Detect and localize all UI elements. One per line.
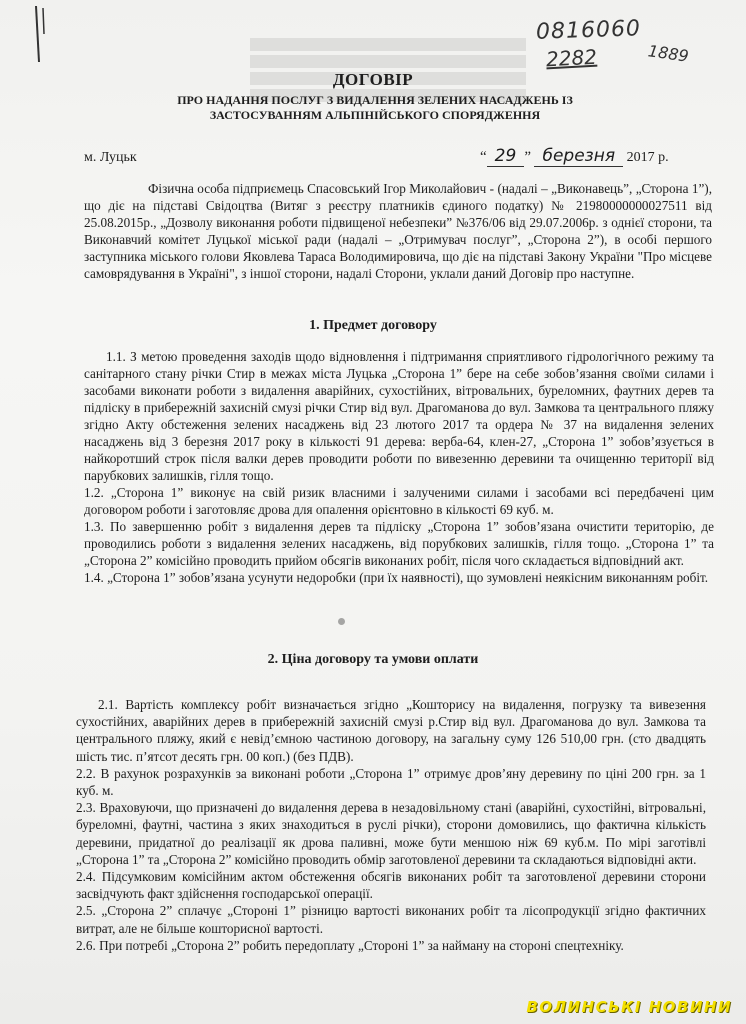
clause-2-6: 2.6. При потребі „Сторона 2” робить передоплату „Стороні 1” за найману на стороні спецтехніку.	[76, 937, 624, 953]
clause-2-4: 2.4. Підсумковим комісійним актом обстеження обсягів виконаних робіт та заготовленої деревини сторони засвідчують факт здійснення господарської операції.	[76, 869, 706, 902]
punch-hole-mark	[338, 618, 345, 625]
margin-pen-mark	[30, 4, 48, 64]
clause-1-3: 1.3. По завершенню робіт з видалення дерев та підліску „Сторона 1” зобов’язана очистити територію, де проводились роботи з видалення зелених насаджень, від порубкових залишків, гілля тощо. „Сторона 1” та „Сторона 2” комісійно проводить прийом обсягів виконаних робіт, після чого складається відповідний акт.	[84, 519, 714, 568]
clause-2-5: 2.5. „Сторона 2” сплачує „Стороні 1” різницю вартості виконаних робіт та лісопродукції згідно фактичних витрат, але не більше кошторисної вартості.	[76, 903, 706, 936]
preamble	[84, 180, 712, 282]
date-day: 29	[487, 146, 525, 167]
contract-date: “ 29 ” березня 2017 р.	[480, 146, 669, 166]
handwritten-side-number: 1889	[646, 41, 690, 66]
document-subtitle: ПРО НАДАННЯ ПОСЛУГ З ВИДАЛЕННЯ ЗЕЛЕНИХ НАСАДЖЕНЬ ІЗ ЗАСТОСУВАННЯМ АЛЬПІНІЙСЬКОГО СПОРЯДЖЕННЯ	[177, 93, 573, 122]
clause-1-1: 1.1. З метою проведення заходів щодо відновлення і підтримання сприятливого гідрологічного режиму та санітарного стану річки Стир в межах міста Луцька „Сторона 1” бере на себе зобов’язання своїми силами і засобами виконати роботи з видалення аварійних, сухостійних, вітровальних, буреломних, фаутних дерев та підліску в прибережній захисній смузі річки Стир від вул. Драгоманова до вул. Замкова та центрального пляжу згідно Акту обстеження зелених насаджень від 23 лютого 2017 та ордера № 37 на видалення зелених насаджень від 3 березня 2017 року в кількості 91 дерева: верба-64, клен-27, „Сторона 1” зобов’язується в найкоротший строк після валки дерев проводити роботи по вивезенню деревини та очищенню території від парубкових залишків, гілля тощо.	[84, 349, 714, 483]
preamble-text: Фізична особа підприємець Спасовський Ігор Миколайович - (надалі – „Виконавець”, „Сторона 1”), що діє на підставі Свідоцтва (Витяг з реєстру платників єдиного податку) № 21980000000027511 від 25.08.2015р., „Дозволу виконання роботи підвищеної небезпеки” №376/06 від 29.07.2006р. з однієї сторони, та Виконавчий комітет Луцької міської ради (надалі – „Отримувач послуг”, „Сторона 2”), в особі першого заступника міського голови Яковлева Тараса Володимировича, що діє на підставі Закону України "Про місцеве самоврядування в Україні", з іншої сторони, надалі Сторони, уклали даний Договір про наступне.	[84, 181, 712, 281]
section-2-body	[76, 696, 706, 954]
city: м. Луцьк	[84, 150, 137, 165]
handwritten-registration-number-2: 2282	[545, 44, 598, 72]
date-month: березня	[534, 146, 623, 167]
section-1-heading: 1. Предмет договору	[309, 318, 437, 333]
clause-1-2: 1.2. „Сторона 1” виконує на свій ризик власними і залученими силами і засобами всі передбачені цим договором роботи і заготовляє дрова для опалення орієнтовно в кількості 69 куб. м.	[84, 485, 714, 517]
document-title: ДОГОВІР	[332, 70, 414, 89]
clause-2-3: 2.3. Враховуючи, що призначені до видалення дерева в незадовільному стані (аварійні, сухостійні, вітровальні, буреломні, фаутні, частина з яких знаходиться в руслі річки), сторони домовились, що фактична кількість деревини, придатної до реалізації як дрова паливні, може бути меншою ніж 69 куб.м. По мірі заготівлі „Сторона 1” та „Сторона 2” комісійно проводить обмір заготовленої деревини та складаються відповідні акти.	[76, 800, 706, 867]
section-2-heading: 2. Ціна договору та умови оплати	[267, 652, 479, 667]
clause-2-2: 2.2. В рахунок розрахунків за виконані роботи „Сторона 1” отримує дров’яну деревину по ціні 200 грн. за 1 куб. м.	[76, 765, 706, 799]
clause-2-1: 2.1. Вартість комплексу робіт визначається згідно „Кошторису на видалення, погрузку та вивезення сухостійних, аварійних дерев в прибережній захисній смузі р.Стир від вул. Драгоманова до вул. Замкова та центрального пляжу, який є невід’ємною частиною договору, на загальну суму 126 510,00 грн. (сто двадцять шість тис. п’ятсот десять грн. 00 коп.) (без ПДВ).	[76, 697, 706, 764]
handwritten-registration-number: 0816060	[535, 16, 642, 45]
clause-1-4: 1.4. „Сторона 1” зобов’язана усунути недоробки (при їх наявності), що зумовлені неякісним виконанням робіт.	[84, 570, 709, 585]
watermark-logo: ВОЛИНСЬКІ НОВИНИ	[526, 998, 732, 1016]
section-1-body	[84, 348, 714, 586]
date-year: 2017 р.	[626, 150, 669, 165]
